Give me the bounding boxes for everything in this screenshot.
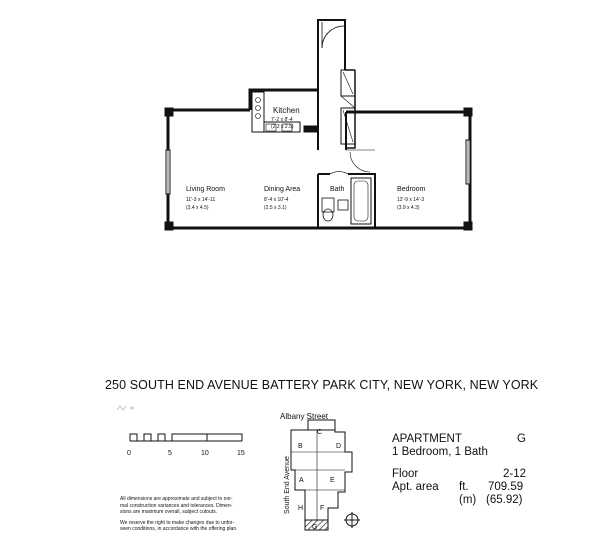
dining-area-label: Dining Area <box>264 186 301 193</box>
key-plan-street-top: Albany Street <box>280 412 329 421</box>
bedroom-dim-ft: 12'-9 x 14'-3 <box>397 197 425 203</box>
key-plan-unit-a: A <box>299 477 304 484</box>
scale-label-15: 15 <box>237 450 245 457</box>
living-room-dim-m: (3.4 x 4.5) <box>186 205 209 211</box>
scale-label-5: 5 <box>168 450 172 457</box>
bedroom-dim-m: (3.9 x 4.3) <box>397 205 420 211</box>
area-unit-ft: ft. <box>459 481 469 493</box>
bath-label: Bath <box>330 186 345 193</box>
area-label: Apt. area <box>392 481 439 493</box>
area-ft-value: 709.59 <box>488 481 524 493</box>
bath-room <box>318 172 375 228</box>
bedroom-window <box>466 140 470 184</box>
apartment-label: APARTMENT <box>392 433 462 445</box>
dining-area-dim-m: (2.5 x 3.1) <box>264 205 287 211</box>
disclaimer-line-5: seen conditions, in accordance with the offering plan. <box>120 526 238 532</box>
key-plan-street-side: South End Avenue <box>284 456 291 514</box>
bedroom-door <box>346 112 375 172</box>
key-plan-unit-b: B <box>298 443 303 450</box>
area-m-value: (65.92) <box>486 494 523 506</box>
kitchen-dim-ft: 7'-2 x 8'-4 <box>271 117 293 123</box>
key-plan-unit-e: E <box>330 477 335 484</box>
scale-bar <box>130 434 242 441</box>
kitchen-label: Kitchen <box>273 106 300 115</box>
kitchen-dim-m: (2.2 x 2.5) <box>271 124 294 130</box>
disclaimer-line-4: We reserve the right to make changes due to unfor- <box>120 519 235 526</box>
area-unit-m: (m) <box>459 494 477 506</box>
disclaimer-line-1: All dimensions are approximate and subject to nor- <box>120 496 233 502</box>
scale-label-0: 0 <box>127 450 131 457</box>
key-plan-unit-c: C <box>317 429 323 436</box>
apartment-unit: G <box>517 433 526 445</box>
address-line: 250 SOUTH END AVENUE BATTERY PARK CITY, NEW YORK, NEW YORK <box>105 378 539 392</box>
bedroom-label: Bedroom <box>397 186 426 193</box>
key-plan-unit-f: F <box>320 505 325 512</box>
living-room-label: Living Room <box>186 186 225 193</box>
disclaimer-line-2: mal construction variances and tolerances. Dimen- <box>120 502 233 509</box>
key-plan <box>291 420 352 530</box>
key-plan-unit-d: D <box>336 443 342 450</box>
scale-label-10: 10 <box>201 450 209 457</box>
dining-area-dim-ft: 8'-4 x 10'-4 <box>264 197 289 203</box>
key-plan-unit-h: H <box>298 505 304 512</box>
disclaimer <box>120 496 237 533</box>
living-room-dim-ft: 11'-3 x 14'-11 <box>186 197 216 203</box>
stamp-mark <box>117 406 133 410</box>
disclaimer-line-3: sions are maximum overall, subject cutouts. <box>120 509 217 515</box>
apartment-type: 1 Bedroom, 1 Bath <box>392 446 488 458</box>
living-window <box>166 150 170 194</box>
floor-value: 2-12 <box>503 468 527 480</box>
key-plan-unit-g: G <box>312 524 318 531</box>
floor-label: Floor <box>392 468 419 480</box>
compass-icon <box>344 512 360 528</box>
